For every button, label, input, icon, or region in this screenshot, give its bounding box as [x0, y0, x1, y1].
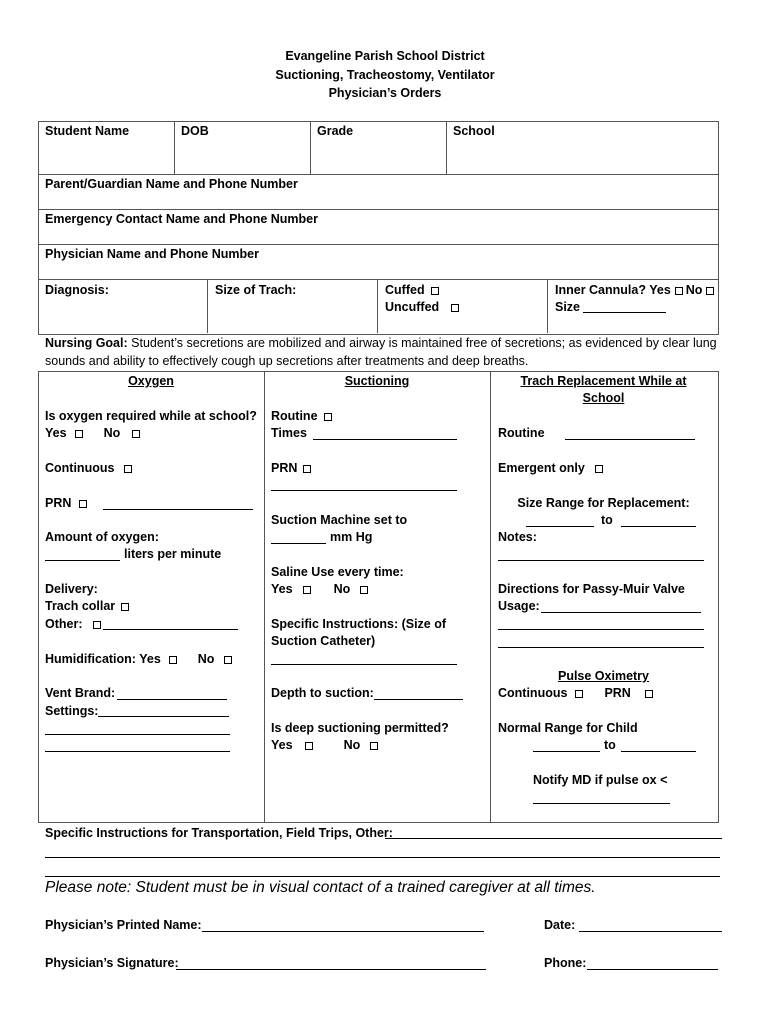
- routine-label: Routine: [271, 409, 318, 423]
- transport-line-3[interactable]: [45, 876, 720, 877]
- suction-machine-label: Suction Machine set to: [271, 513, 408, 527]
- delivery-label: Delivery:: [45, 582, 98, 596]
- emergent-checkbox[interactable]: [595, 465, 603, 473]
- caregiver-note: Please note: Student must be in visual contact of a trained caregiver at all times.: [45, 879, 596, 896]
- usage-label: Usage:: [498, 599, 540, 613]
- cuffed-label: Cuffed: [385, 283, 425, 297]
- cannula-yes-checkbox[interactable]: [675, 287, 683, 295]
- oxygen-prn-checkbox[interactable]: [79, 500, 87, 508]
- cannula-size-label: Size: [555, 300, 581, 314]
- deep-no-label: No: [343, 738, 361, 752]
- saline-label: Saline Use every time:: [271, 565, 404, 579]
- divider: [310, 121, 311, 174]
- usage-line-2[interactable]: [498, 629, 704, 630]
- normal-range-to-line[interactable]: [621, 751, 696, 752]
- suctioning-heading: Suctioning: [344, 374, 410, 388]
- emergency-contact-field[interactable]: Emergency Contact Name and Phone Number: [45, 212, 318, 226]
- saline-no-checkbox[interactable]: [360, 586, 368, 594]
- humidification-no-label: No: [197, 652, 215, 666]
- notes-line[interactable]: [498, 560, 704, 561]
- phone-line[interactable]: [587, 969, 718, 970]
- mmhg-line[interactable]: [271, 543, 326, 544]
- trach-replacement-heading: Trach Replacement While at: [520, 374, 687, 388]
- saline-no-label: No: [333, 582, 351, 596]
- uncuffed-label: Uncuffed: [385, 300, 440, 314]
- form-title: Suctioning, Tracheostomy, Ventilator: [275, 68, 495, 82]
- trach-routine-line[interactable]: [565, 439, 695, 440]
- depth-line[interactable]: [374, 699, 463, 700]
- form-subtitle: Physician’s Orders: [328, 86, 442, 100]
- notify-md-line[interactable]: [533, 803, 670, 804]
- oxygen-no-checkbox[interactable]: [132, 430, 140, 438]
- date-line[interactable]: [579, 931, 722, 932]
- settings-label: Settings:: [45, 704, 99, 718]
- settings-line-3[interactable]: [45, 751, 230, 752]
- oxygen-yes-checkbox[interactable]: [75, 430, 83, 438]
- cannula-no-label: No: [685, 283, 703, 297]
- printed-name-label: Physician’s Printed Name:: [45, 918, 202, 932]
- size-range-label: Size Range for Replacement:: [517, 496, 690, 510]
- catheter-line[interactable]: [271, 664, 457, 665]
- district-title: Evangeline Parish School District: [285, 49, 485, 63]
- pulse-oximetry-heading: Pulse Oximetry: [557, 669, 649, 683]
- specific-instructions-label: Specific Instructions: (Size of: [271, 617, 447, 631]
- transport-line-2[interactable]: [45, 857, 720, 858]
- suction-prn-label: PRN: [271, 461, 298, 475]
- routine-checkbox[interactable]: [324, 413, 332, 421]
- nursing-goal-label: Nursing Goal:: [45, 336, 128, 350]
- suction-prn-checkbox[interactable]: [303, 465, 311, 473]
- other-checkbox[interactable]: [93, 621, 101, 629]
- grade-field[interactable]: Grade: [317, 124, 354, 138]
- suction-prn-line[interactable]: [271, 490, 457, 491]
- other-label: Other:: [45, 617, 83, 631]
- liters-per-minute-label: liters per minute: [124, 547, 222, 561]
- oxygen-amount-line[interactable]: [45, 560, 120, 561]
- divider: [446, 121, 447, 174]
- oxygen-required-label: Is oxygen required while at school?: [45, 409, 257, 423]
- inner-cannula-label: Inner Cannula? Yes: [555, 283, 671, 297]
- notes-label: Notes:: [498, 530, 537, 544]
- divider: [38, 209, 718, 210]
- divider: [38, 244, 718, 245]
- pulse-continuous-checkbox[interactable]: [575, 690, 583, 698]
- physician-field[interactable]: Physician Name and Phone Number: [45, 247, 259, 261]
- normal-range-from-line[interactable]: [533, 751, 600, 752]
- divider: [490, 371, 491, 822]
- size-range-to-line[interactable]: [621, 526, 696, 527]
- saline-yes-label: Yes: [271, 582, 293, 596]
- saline-yes-checkbox[interactable]: [303, 586, 311, 594]
- divider: [38, 174, 718, 175]
- deep-yes-checkbox[interactable]: [305, 742, 313, 750]
- student-info-table: [38, 121, 719, 335]
- trach-replacement-heading-2: School: [582, 391, 625, 405]
- trach-routine-label: Routine: [498, 426, 545, 440]
- oxygen-prn-label: PRN: [45, 496, 72, 510]
- school-field[interactable]: School: [453, 124, 495, 138]
- deep-suction-label: Is deep suctioning permitted?: [271, 721, 449, 735]
- vent-brand-line[interactable]: [117, 699, 227, 700]
- continuous-label: Continuous: [45, 461, 115, 475]
- oxygen-amount-label: Amount of oxygen:: [45, 530, 159, 544]
- continuous-checkbox[interactable]: [124, 465, 132, 473]
- trach-collar-label: Trach collar: [45, 599, 116, 613]
- nursing-goal-text: Student’s secretions are mobilized and airway is maintained free of secretions; as evidenced by clear lung: [127, 336, 717, 350]
- divider: [547, 279, 548, 333]
- pulse-continuous-label: Continuous: [498, 686, 568, 700]
- notify-md-label: Notify MD if pulse ox <: [533, 773, 668, 787]
- divider: [377, 279, 378, 333]
- divider: [207, 279, 208, 333]
- oxygen-no-label: No: [103, 426, 121, 440]
- humidification-label: Humidification: Yes: [45, 652, 161, 666]
- phone-label: Phone:: [544, 956, 587, 970]
- student-name-field[interactable]: Student Name: [45, 124, 130, 138]
- divider: [264, 371, 265, 822]
- date-label: Date:: [544, 918, 576, 932]
- parent-field[interactable]: Parent/Guardian Name and Phone Number: [45, 177, 298, 191]
- settings-line-2[interactable]: [45, 734, 230, 735]
- times-label: Times: [271, 426, 307, 440]
- cannula-size-line[interactable]: [583, 312, 666, 313]
- signature-line[interactable]: [176, 969, 486, 970]
- size-range-to-label: to: [601, 513, 613, 527]
- other-line[interactable]: [103, 629, 238, 630]
- trach-collar-checkbox[interactable]: [121, 603, 129, 611]
- depth-label: Depth to suction:: [271, 686, 374, 700]
- oxygen-prn-line[interactable]: [103, 509, 253, 510]
- normal-range-label: Normal Range for Child: [498, 721, 638, 735]
- deep-no-checkbox[interactable]: [370, 742, 378, 750]
- trach-size-field[interactable]: Size of Trach:: [215, 283, 297, 297]
- humidification-yes-checkbox[interactable]: [169, 656, 177, 664]
- signature-label: Physician’s Signature:: [45, 956, 179, 970]
- mmhg-label: mm Hg: [330, 530, 373, 544]
- transport-line[interactable]: [385, 838, 722, 839]
- suction-catheter-label: Suction Catheter): [271, 634, 376, 648]
- size-range-from-line[interactable]: [526, 526, 594, 527]
- usage-line[interactable]: [541, 612, 701, 613]
- vent-brand-label: Vent Brand:: [45, 686, 116, 700]
- times-line[interactable]: [313, 439, 457, 440]
- oxygen-heading: Oxygen: [128, 374, 174, 388]
- deep-yes-label: Yes: [271, 738, 293, 752]
- uncuffed-checkbox[interactable]: [451, 304, 459, 312]
- pulse-prn-label: PRN: [604, 686, 631, 700]
- cannula-no-checkbox[interactable]: [706, 287, 714, 295]
- dob-field[interactable]: DOB: [181, 124, 209, 138]
- humidification-no-checkbox[interactable]: [224, 656, 232, 664]
- cuffed-checkbox[interactable]: [431, 287, 439, 295]
- diagnosis-field[interactable]: Diagnosis:: [45, 283, 109, 297]
- normal-range-to-label: to: [604, 738, 616, 752]
- pulse-prn-checkbox[interactable]: [645, 690, 653, 698]
- emergent-label: Emergent only: [498, 461, 585, 475]
- usage-line-3[interactable]: [498, 647, 704, 648]
- divider: [38, 279, 718, 280]
- printed-name-line[interactable]: [202, 931, 484, 932]
- settings-line[interactable]: [98, 716, 229, 717]
- passy-muir-label: Directions for Passy-Muir Valve: [498, 582, 685, 596]
- divider: [174, 121, 175, 174]
- transport-label: Specific Instructions for Transportation, Field Trips, Other:: [45, 826, 393, 840]
- oxygen-yes-label: Yes: [45, 426, 67, 440]
- nursing-goal-text-2: sounds and ability to effectively cough up secretions after treatments and deep breaths.: [45, 354, 529, 368]
